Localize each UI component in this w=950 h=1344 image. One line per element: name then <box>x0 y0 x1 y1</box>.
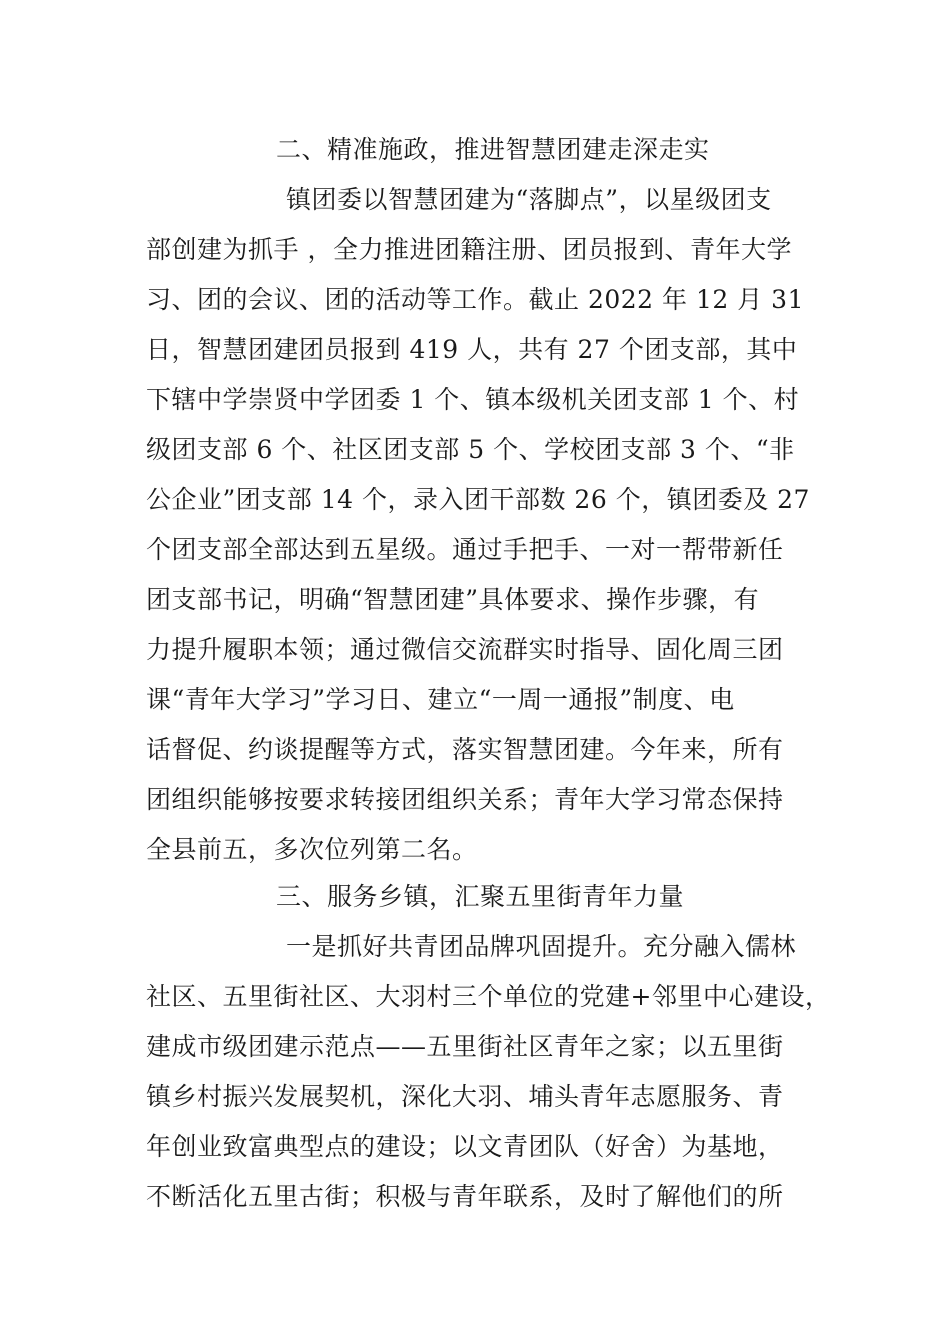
paragraph-line: 年创业致富典型点的建设；以文青团队（好舍）为基地， <box>146 1132 784 1161</box>
paragraph-line: 力提升履职本领；通过微信交流群实时指导、固化周三团 <box>146 635 784 664</box>
paragraph-line: 社区、五里街社区、大羽村三个单位的党建+邻里中心建设， <box>146 982 831 1011</box>
paragraph-line: 话督促、约谈提醒等方式，落实智慧团建。今年来，所有 <box>146 735 784 764</box>
paragraph-line: 不断活化五里古街；积极与青年联系，及时了解他们的所 <box>146 1182 784 1211</box>
section-3-heading: 三、服务乡镇，汇聚五里街青年力量 <box>276 882 685 911</box>
paragraph-line: 建成市级团建示范点——五里街社区青年之家；以五里街 <box>146 1032 784 1061</box>
paragraph-line: 全县前五，多次位列第二名。 <box>146 835 478 864</box>
paragraph-line: 一是抓好共青团品牌巩固提升。充分融入儒林 <box>286 932 797 961</box>
paragraph-line: 公企业”团支部 14 个，录入团干部数 26 个，镇团委及 27 <box>146 485 810 514</box>
paragraph-line: 课“青年大学习”学习日、建立“一周一通报”制度、电 <box>146 685 735 714</box>
paragraph-line: 镇团委以智慧团建为“落脚点”，以星级团支 <box>286 185 772 214</box>
paragraph-line: 习、团的会议、团的活动等工作。截止 2022 年 12 月 31 <box>146 285 804 314</box>
paragraph-line: 级团支部 6 个、社区团支部 5 个、学校团支部 3 个、“非 <box>146 435 795 464</box>
paragraph-line: 日，智慧团建团员报到 419 人，共有 27 个团支部，其中 <box>146 335 798 364</box>
paragraph-line: 个团支部全部达到五星级。通过手把手、一对一帮带新任 <box>146 535 784 564</box>
paragraph-line: 部创建为抓手 ，全力推进团籍注册、团员报到、青年大学 <box>146 235 792 264</box>
section-2-heading: 二、精准施政，推进智慧团建走深走实 <box>276 135 710 164</box>
paragraph-line: 下辖中学崇贤中学团委 1 个、镇本级机关团支部 1 个、村 <box>146 385 800 414</box>
paragraph-line: 团组织能够按要求转接团组织关系；青年大学习常态保持 <box>146 785 784 814</box>
paragraph-line: 团支部书记，明确“智慧团建”具体要求、操作步骤，有 <box>146 585 760 614</box>
paragraph-line: 镇乡村振兴发展契机，深化大羽、埔头青年志愿服务、青 <box>146 1082 784 1111</box>
